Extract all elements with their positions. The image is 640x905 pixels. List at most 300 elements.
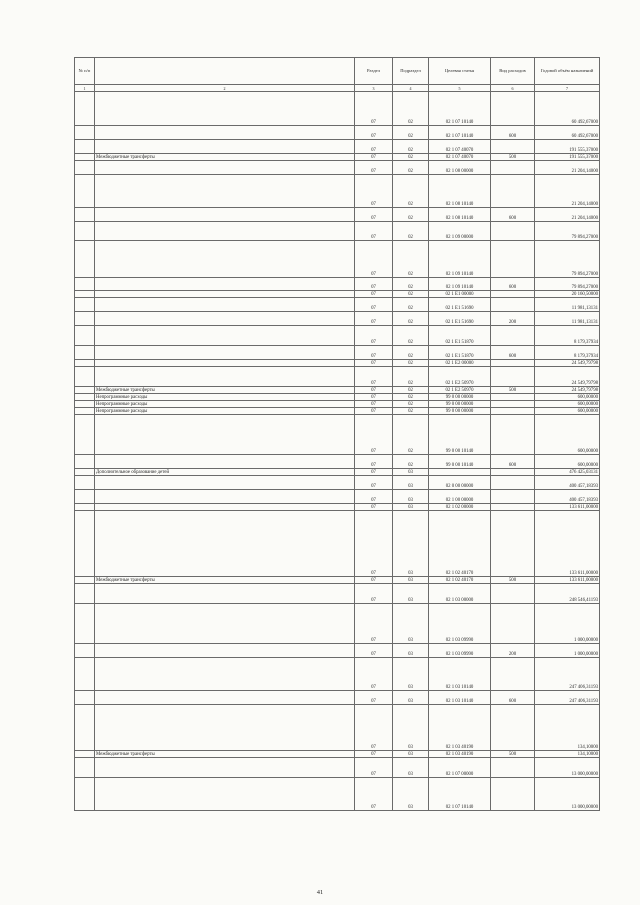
expense-type-cell [491, 161, 535, 175]
row-name-cell [95, 298, 355, 312]
table-row [75, 408, 600, 415]
header-section: Раздел [355, 58, 393, 85]
table-row [75, 140, 600, 154]
table-row [75, 658, 600, 691]
subsection-code-cell: 02 [393, 291, 429, 298]
row-number-cell [75, 367, 95, 387]
table-row [75, 584, 600, 604]
subsection-code-cell: 02 [393, 312, 429, 326]
expense-type-cell: 500 [491, 387, 535, 394]
expense-type-cell [491, 241, 535, 278]
table-row [75, 511, 600, 577]
amount-cell: 79 894,27000 [535, 222, 600, 241]
amount-cell: 600,00000 [535, 394, 600, 401]
section-code-cell: 07 [355, 140, 393, 154]
column-number-row [75, 85, 600, 92]
row-name-cell [95, 455, 355, 469]
subsection-code-cell: 03 [393, 691, 429, 705]
section-code-cell: 07 [355, 691, 393, 705]
subsection-code-cell: 03 [393, 504, 429, 511]
subsection-code-cell: 02 [393, 408, 429, 415]
row-number-cell [75, 208, 95, 222]
row-number-cell [75, 778, 95, 811]
subsection-code-cell: 03 [393, 758, 429, 778]
column-number: 5 [429, 85, 491, 92]
expense-type-cell [491, 584, 535, 604]
table-row [75, 346, 600, 360]
target-article-cell: 02 1 Е2 50970 [429, 367, 491, 387]
target-article-cell: 02 1 08 10140 [429, 208, 491, 222]
amount-cell: 11 981,13131 [535, 298, 600, 312]
expense-type-cell [491, 360, 535, 367]
target-article-cell: 99 0 00 10140 [429, 455, 491, 469]
row-name-cell [95, 346, 355, 360]
section-code-cell: 07 [355, 154, 393, 161]
expense-type-cell [491, 511, 535, 577]
row-name-cell [95, 175, 355, 208]
subsection-code-cell: 02 [393, 346, 429, 360]
subsection-code-cell: 02 [393, 298, 429, 312]
table-row [75, 490, 600, 504]
section-code-cell: 07 [355, 387, 393, 394]
table-row [75, 394, 600, 401]
section-code-cell: 07 [355, 758, 393, 778]
expense-type-cell [491, 298, 535, 312]
subsection-code-cell: 02 [393, 455, 429, 469]
table-row [75, 326, 600, 346]
section-code-cell: 07 [355, 511, 393, 577]
amount-cell: 600,00000 [535, 401, 600, 408]
table-row [75, 278, 600, 291]
amount-cell: 24 549,79798 [535, 387, 600, 394]
header-target-article: Целевая статья [429, 58, 491, 85]
row-number-cell [75, 222, 95, 241]
row-name-cell [95, 278, 355, 291]
section-code-cell: 07 [355, 208, 393, 222]
table-row [75, 476, 600, 490]
table-row [75, 126, 600, 140]
subsection-code-cell: 02 [393, 154, 429, 161]
table-row [75, 758, 600, 778]
row-number-cell [75, 360, 95, 367]
table-row [75, 644, 600, 658]
expense-type-cell [491, 778, 535, 811]
amount-cell: 79 894,27000 [535, 278, 600, 291]
expense-type-cell [491, 705, 535, 751]
row-number-cell [75, 346, 95, 360]
expense-type-cell: 600 [491, 126, 535, 140]
expense-type-cell [491, 394, 535, 401]
row-name-cell [95, 504, 355, 511]
section-code-cell: 07 [355, 577, 393, 584]
subsection-code-cell: 03 [393, 584, 429, 604]
subsection-code-cell: 02 [393, 222, 429, 241]
column-number: 7 [535, 85, 600, 92]
target-article-cell: 02 1 09 10140 [429, 278, 491, 291]
row-name-cell [95, 208, 355, 222]
row-number-cell [75, 604, 95, 644]
row-name-cell: Межбюджетные трансферты [95, 577, 355, 584]
expense-type-cell [491, 758, 535, 778]
subsection-code-cell: 02 [393, 241, 429, 278]
section-code-cell: 07 [355, 658, 393, 691]
expense-type-cell: 200 [491, 644, 535, 658]
row-number-cell [75, 291, 95, 298]
target-article-cell: 02 1 02 40170 [429, 577, 491, 584]
table-row [75, 504, 600, 511]
expense-type-cell: 500 [491, 751, 535, 758]
target-article-cell: 02 1 08 00000 [429, 161, 491, 175]
row-name-cell [95, 140, 355, 154]
subsection-code-cell: 03 [393, 577, 429, 584]
subsection-code-cell: 03 [393, 644, 429, 658]
target-article-cell: 02 1 07 00000 [429, 758, 491, 778]
expense-type-cell [491, 175, 535, 208]
subsection-code-cell: 02 [393, 367, 429, 387]
expense-type-cell: 600 [491, 455, 535, 469]
table-row [75, 401, 600, 408]
amount-cell: 247 406,31193 [535, 691, 600, 705]
expense-type-cell: 600 [491, 691, 535, 705]
subsection-code-cell: 03 [393, 658, 429, 691]
target-article-cell: 99 0 00 00000 [429, 394, 491, 401]
row-number-cell [75, 584, 95, 604]
subsection-code-cell: 03 [393, 490, 429, 504]
row-name-cell: Межбюджетные трансферты [95, 154, 355, 161]
target-article-cell: 02 1 07 40070 [429, 140, 491, 154]
amount-cell: 600,00000 [535, 415, 600, 455]
row-name-cell [95, 758, 355, 778]
section-code-cell: 07 [355, 705, 393, 751]
amount-cell: 13 000,00000 [535, 778, 600, 811]
subsection-code-cell: 02 [393, 394, 429, 401]
row-number-cell [75, 401, 95, 408]
row-name-cell [95, 360, 355, 367]
target-article-cell: 99 0 00 00000 [429, 401, 491, 408]
table-row [75, 751, 600, 758]
amount-cell: 1 000,00000 [535, 604, 600, 644]
subsection-code-cell: 02 [393, 326, 429, 346]
table-row [75, 778, 600, 811]
row-number-cell [75, 387, 95, 394]
row-number-cell [75, 469, 95, 476]
row-number-cell [75, 455, 95, 469]
page-number: 41 [316, 889, 324, 896]
target-article-cell: 02 1 Е1 00000 [429, 291, 491, 298]
header-number: № п/п [75, 58, 95, 85]
section-code-cell: 07 [355, 175, 393, 208]
target-article-cell: 02 0 00 00000 [429, 476, 491, 490]
amount-cell: 79 894,27000 [535, 241, 600, 278]
row-number-cell [75, 278, 95, 291]
row-name-cell: Межбюджетные трансферты [95, 387, 355, 394]
row-number-cell [75, 161, 95, 175]
row-name-cell: Межбюджетные трансферты [95, 751, 355, 758]
amount-cell: 133 611,00000 [535, 504, 600, 511]
amount-cell: 134,10000 [535, 751, 600, 758]
table-spacer-cell [75, 811, 600, 886]
row-name-cell [95, 312, 355, 326]
row-number-cell [75, 511, 95, 577]
section-code-cell: 07 [355, 278, 393, 291]
table-row [75, 222, 600, 241]
amount-cell: 1 000,00000 [535, 644, 600, 658]
section-code-cell: 07 [355, 401, 393, 408]
expense-type-cell [491, 469, 535, 476]
row-name-cell [95, 367, 355, 387]
amount-cell: 247 406,31193 [535, 658, 600, 691]
expense-type-cell [491, 408, 535, 415]
section-code-cell: 07 [355, 455, 393, 469]
amount-cell: 60 492,67000 [535, 92, 600, 126]
table-spacer-row [75, 811, 600, 886]
row-name-cell [95, 658, 355, 691]
row-name-cell [95, 644, 355, 658]
row-name-cell [95, 604, 355, 644]
table-row [75, 241, 600, 278]
amount-cell: 400 457,18393 [535, 490, 600, 504]
row-name-cell [95, 241, 355, 278]
target-article-cell: 02 1 Е1 51690 [429, 298, 491, 312]
row-number-cell [75, 241, 95, 278]
subsection-code-cell: 03 [393, 469, 429, 476]
section-code-cell: 07 [355, 291, 393, 298]
target-article-cell: 02 1 09 10140 [429, 241, 491, 278]
expense-type-cell [491, 476, 535, 490]
expense-type-cell: 600 [491, 346, 535, 360]
expense-type-cell [491, 504, 535, 511]
amount-cell: 24 549,79798 [535, 367, 600, 387]
section-code-cell: 07 [355, 751, 393, 758]
row-name-cell [95, 476, 355, 490]
row-number-cell [75, 658, 95, 691]
section-code-cell: 07 [355, 504, 393, 511]
row-number-cell [75, 504, 95, 511]
target-article-cell: 02 1 07 10140 [429, 92, 491, 126]
target-article-cell: 02 1 Е2 00000 [429, 360, 491, 367]
table-row [75, 705, 600, 751]
row-number-cell [75, 758, 95, 778]
amount-cell: 21 204,14000 [535, 175, 600, 208]
table-body [75, 92, 600, 886]
target-article-cell: 02 1 02 00000 [429, 504, 491, 511]
table-row [75, 291, 600, 298]
row-name-cell: Непрограммные расходы [95, 394, 355, 401]
subsection-code-cell: 02 [393, 208, 429, 222]
expense-type-cell [491, 367, 535, 387]
expense-type-cell: 500 [491, 577, 535, 584]
target-article-cell: 02 1 03 10140 [429, 691, 491, 705]
subsection-code-cell: 03 [393, 751, 429, 758]
expense-type-cell [491, 92, 535, 126]
section-code-cell: 07 [355, 394, 393, 401]
target-article-cell: 02 1 Е2 50970 [429, 387, 491, 394]
target-article-cell: 02 1 07 40070 [429, 154, 491, 161]
table-row [75, 691, 600, 705]
subsection-code-cell: 02 [393, 401, 429, 408]
expense-type-cell [491, 291, 535, 298]
row-number-cell [75, 577, 95, 584]
row-number-cell [75, 691, 95, 705]
section-code-cell: 07 [355, 644, 393, 658]
row-name-cell [95, 584, 355, 604]
table-row [75, 154, 600, 161]
amount-cell: 191 555,37000 [535, 140, 600, 154]
amount-cell: 21 204,14000 [535, 208, 600, 222]
subsection-code-cell: 02 [393, 278, 429, 291]
target-article-cell: 02 1 03 09990 [429, 604, 491, 644]
table-row [75, 604, 600, 644]
expense-type-cell [491, 658, 535, 691]
subsection-code-cell: 02 [393, 387, 429, 394]
amount-cell: 600,00000 [535, 408, 600, 415]
target-article-cell: 02 1 Е1 51690 [429, 312, 491, 326]
section-code-cell: 07 [355, 222, 393, 241]
section-code-cell: 07 [355, 346, 393, 360]
subsection-code-cell: 03 [393, 604, 429, 644]
section-code-cell: 07 [355, 126, 393, 140]
target-article-cell: 99 0 00 00000 [429, 408, 491, 415]
row-number-cell [75, 490, 95, 504]
expense-type-cell: 600 [491, 208, 535, 222]
subsection-code-cell: 03 [393, 705, 429, 751]
row-name-cell [95, 778, 355, 811]
target-article-cell: 02 1 03 40190 [429, 705, 491, 751]
expense-type-cell [491, 401, 535, 408]
amount-cell: 13 000,00000 [535, 758, 600, 778]
subsection-code-cell: 02 [393, 126, 429, 140]
table-row [75, 367, 600, 387]
row-number-cell [75, 644, 95, 658]
subsection-code-cell: 02 [393, 360, 429, 367]
expense-type-cell [491, 490, 535, 504]
table-row [75, 298, 600, 312]
table-header-row [75, 58, 600, 85]
row-number-cell [75, 415, 95, 455]
row-number-cell [75, 476, 95, 490]
row-number-cell [75, 92, 95, 126]
amount-cell: 248 546,41193 [535, 584, 600, 604]
section-code-cell: 07 [355, 298, 393, 312]
section-code-cell: 07 [355, 241, 393, 278]
row-number-cell [75, 140, 95, 154]
column-number: 3 [355, 85, 393, 92]
amount-cell: 24 549,79798 [535, 360, 600, 367]
section-code-cell: 07 [355, 360, 393, 367]
section-code-cell: 07 [355, 408, 393, 415]
section-code-cell: 07 [355, 312, 393, 326]
section-code-cell: 07 [355, 367, 393, 387]
target-article-cell: 02 1 07 10140 [429, 126, 491, 140]
row-name-cell: Непрограммные расходы [95, 408, 355, 415]
table-row [75, 161, 600, 175]
target-article-cell: 02 1 07 10140 [429, 778, 491, 811]
amount-cell: 8 179,37934 [535, 326, 600, 346]
expense-type-cell: 500 [491, 154, 535, 161]
subsection-code-cell: 03 [393, 511, 429, 577]
amount-cell: 191 555,37000 [535, 154, 600, 161]
expense-type-cell [491, 604, 535, 644]
target-article-cell: 02 1 03 00000 [429, 584, 491, 604]
expense-type-cell [491, 140, 535, 154]
expense-type-cell [491, 326, 535, 346]
row-number-cell [75, 705, 95, 751]
table-row [75, 469, 600, 476]
section-code-cell: 07 [355, 161, 393, 175]
target-article-cell: 02 1 03 40190 [429, 751, 491, 758]
section-code-cell: 07 [355, 490, 393, 504]
amount-cell: 133 611,00000 [535, 511, 600, 577]
row-name-cell [95, 415, 355, 455]
expense-type-cell: 600 [491, 278, 535, 291]
amount-cell: 20 160,50000 [535, 291, 600, 298]
amount-cell: 11 981,13131 [535, 312, 600, 326]
section-code-cell: 07 [355, 778, 393, 811]
row-number-cell [75, 751, 95, 758]
row-name-cell [95, 222, 355, 241]
subsection-code-cell: 02 [393, 415, 429, 455]
subsection-code-cell: 02 [393, 92, 429, 126]
table-row [75, 312, 600, 326]
subsection-code-cell: 02 [393, 175, 429, 208]
header-subsection: Подраздел [393, 58, 429, 85]
header-annual-amount: Годовой объём назначений [535, 58, 600, 85]
target-article-cell: 02 1 Е1 51870 [429, 346, 491, 360]
table-row [75, 577, 600, 584]
row-name-cell [95, 691, 355, 705]
table-row [75, 175, 600, 208]
column-number: 1 [75, 85, 95, 92]
row-name-cell [95, 511, 355, 577]
expense-type-cell [491, 415, 535, 455]
subsection-code-cell: 02 [393, 140, 429, 154]
amount-cell: 60 492,67000 [535, 126, 600, 140]
subsection-code-cell: 03 [393, 778, 429, 811]
table-row [75, 360, 600, 367]
header-expense-type: Вид расходов [491, 58, 535, 85]
expense-type-cell [491, 222, 535, 241]
row-name-cell [95, 161, 355, 175]
amount-cell: 133 611,00000 [535, 577, 600, 584]
amount-cell: 8 179,37934 [535, 346, 600, 360]
budget-table [74, 57, 600, 885]
table-row [75, 92, 600, 126]
table-row [75, 415, 600, 455]
section-code-cell: 07 [355, 326, 393, 346]
section-code-cell: 07 [355, 92, 393, 126]
subsection-code-cell: 03 [393, 476, 429, 490]
row-name-cell [95, 705, 355, 751]
row-name-cell [95, 326, 355, 346]
amount-cell: 476 425,03131 [535, 469, 600, 476]
column-number: 6 [491, 85, 535, 92]
row-number-cell [75, 175, 95, 208]
target-article-cell: 02 1 03 10140 [429, 658, 491, 691]
target-article-cell: 02 1 Е1 51870 [429, 326, 491, 346]
row-number-cell [75, 126, 95, 140]
table-row [75, 455, 600, 469]
target-article-cell: 02 1 08 10140 [429, 175, 491, 208]
section-code-cell: 07 [355, 469, 393, 476]
table-row [75, 208, 600, 222]
subsection-code-cell: 02 [393, 161, 429, 175]
column-number: 2 [95, 85, 355, 92]
row-name-cell: Дополнительное образование детей [95, 469, 355, 476]
section-code-cell: 07 [355, 584, 393, 604]
expense-type-cell: 200 [491, 312, 535, 326]
row-name-cell: Непрограммные расходы [95, 401, 355, 408]
row-number-cell [75, 154, 95, 161]
